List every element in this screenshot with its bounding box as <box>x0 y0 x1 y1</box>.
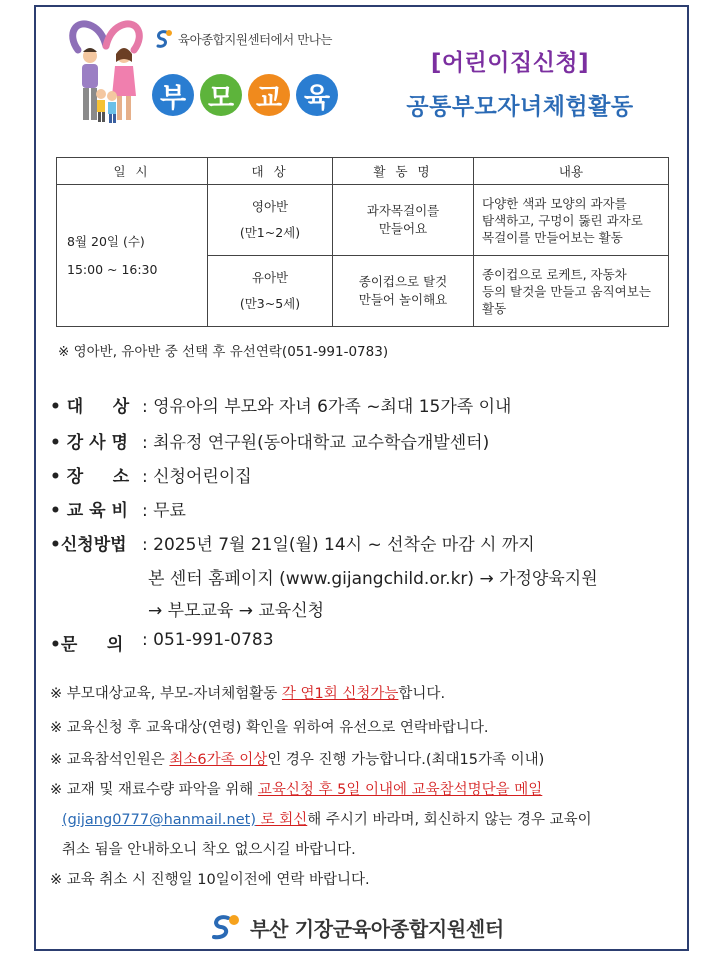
activity-cell <box>333 185 474 256</box>
header-content: 내용 <box>474 158 669 185</box>
center-logo-icon <box>152 28 174 50</box>
info-value: : 2025년 7월 21일(월) 14시 ~ 선착순 마감 시 까지 <box>142 535 535 555</box>
activity-line: 만들어요 <box>378 221 428 236</box>
note-highlight: 교육신청 후 5일 이내에 교육참석명단을 메일 <box>257 782 543 798</box>
center-tagline-text: 육아종합지원센터에서 만나는 <box>178 32 332 47</box>
description-line: 목걸이를 만들어보는 활동 <box>482 229 623 245</box>
note-text: 해 주시기 바라며, 회신하지 않는 경우 교육이 <box>307 812 592 828</box>
description-cell <box>474 256 669 327</box>
info-label: • 교 육 비 <box>50 501 128 521</box>
info-value: : 최유정 연구원(동아대학교 교수학습개발센터) <box>142 433 490 453</box>
apply-method-line-2: 본 센터 홈페이지 (www.gijangchild.or.kr) → 가정양육지원 <box>148 569 598 589</box>
footer-org-name: 부산 기장군육아종합지원센터 <box>250 916 504 941</box>
target-age: (만1~2세) <box>239 225 301 240</box>
footer-org <box>206 912 504 942</box>
note-text: ※ 교육참석인원은 <box>50 752 170 768</box>
datetime-cell <box>57 185 208 327</box>
info-contact <box>50 630 274 655</box>
info-label: •문 의 <box>50 635 124 655</box>
edu-char-2: 모 <box>200 74 242 116</box>
header-activity: 활 동 명 <box>333 158 474 185</box>
info-place <box>50 462 252 487</box>
description-line: 탐색하고, 구멍이 뚫린 과자로 <box>482 212 643 228</box>
info-value: : 영유아의 부모와 자녀 6가족 ~최대 15가족 이내 <box>142 397 512 417</box>
target-cell <box>208 256 333 327</box>
activity-line: 과자목걸이를 <box>366 203 440 218</box>
title-line-1: [어린이집신청] <box>430 50 590 76</box>
table-header-row <box>57 158 669 185</box>
note-text: ※ 교재 및 재료수량 파악을 위해 <box>50 782 258 798</box>
target-name: 유아반 <box>251 270 289 285</box>
note-text: 인 경우 진행 가능합니다.(최대15가족 이내) <box>267 752 545 768</box>
target-age: (만3~5세) <box>239 296 301 311</box>
info-apply <box>50 530 535 555</box>
header-target: 대 상 <box>208 158 333 185</box>
note-4-line-3: 취소 됨을 안내하오니 착오 없으시길 바랍니다. <box>62 842 356 858</box>
info-label: • 강 사 명 <box>50 433 128 453</box>
parent-education-logo <box>152 74 338 116</box>
note-highlight: 로 회신 <box>256 812 308 828</box>
activity-line: 만들어 놀이해요 <box>358 292 448 307</box>
description-line: 등의 탈것을 만들고 움직여보는 <box>482 283 651 299</box>
family-illustration <box>64 16 148 128</box>
schedule-table <box>56 157 669 327</box>
info-instructor <box>50 428 490 453</box>
note-text: 합니다. <box>398 686 446 702</box>
description-cell <box>474 185 669 256</box>
info-value: : 051-991-0783 <box>142 630 274 650</box>
target-cell <box>208 185 333 256</box>
info-label: • 대 상 <box>50 397 130 417</box>
description-line: 다양한 색과 모양의 과자를 <box>482 195 627 211</box>
note-5: ※ 교육 취소 시 진행일 10일이전에 연락 바랍니다. <box>50 872 370 888</box>
title-line-2: 공통부모자녀체험활동 <box>406 94 634 120</box>
note-4-line-2 <box>62 808 592 829</box>
time-text: 15:00 ~ 16:30 <box>67 261 158 277</box>
note-3 <box>50 748 544 769</box>
header-datetime: 일 시 <box>57 158 208 185</box>
activity-cell <box>333 256 474 327</box>
note-text: ※ 부모대상교육, 부모-자녀체험활동 <box>50 686 282 702</box>
note-highlight: 각 연1회 신청가능 <box>281 686 399 702</box>
description-line: 종이컵으로 로케트, 자동차 <box>482 266 627 282</box>
activity-line: 종이컵으로 탈것 <box>358 274 448 289</box>
apply-method-line-3: → 부모교육 → 교육신청 <box>148 601 325 621</box>
info-label: •신청방법 <box>50 535 127 555</box>
info-value: : 무료 <box>142 501 186 521</box>
table-note: ※ 영아반, 유아반 중 선택 후 유선연락(051-991-0783) <box>58 344 389 360</box>
note-1 <box>50 682 445 703</box>
center-tagline <box>152 28 332 50</box>
date-text: 8월 20일 (수) <box>67 233 145 249</box>
info-fee <box>50 496 186 521</box>
info-target <box>50 392 512 417</box>
note-2: ※ 교육신청 후 교육대상(연령) 확인을 위하여 유선으로 연락바랍니다. <box>50 720 489 736</box>
email-link[interactable]: (gijang0777@hanmail.net) <box>62 812 256 828</box>
target-name: 영아반 <box>251 199 289 214</box>
info-label: • 장 소 <box>50 467 130 487</box>
edu-char-4: 육 <box>296 74 338 116</box>
note-highlight: 최소6가족 이상 <box>169 752 268 768</box>
edu-char-1: 부 <box>152 74 194 116</box>
note-4 <box>50 778 542 799</box>
info-value: : 신청어린이집 <box>142 467 252 487</box>
center-logo-icon <box>206 912 242 942</box>
description-line: 활동 <box>482 300 507 316</box>
edu-char-3: 교 <box>248 74 290 116</box>
table-row <box>57 185 669 256</box>
